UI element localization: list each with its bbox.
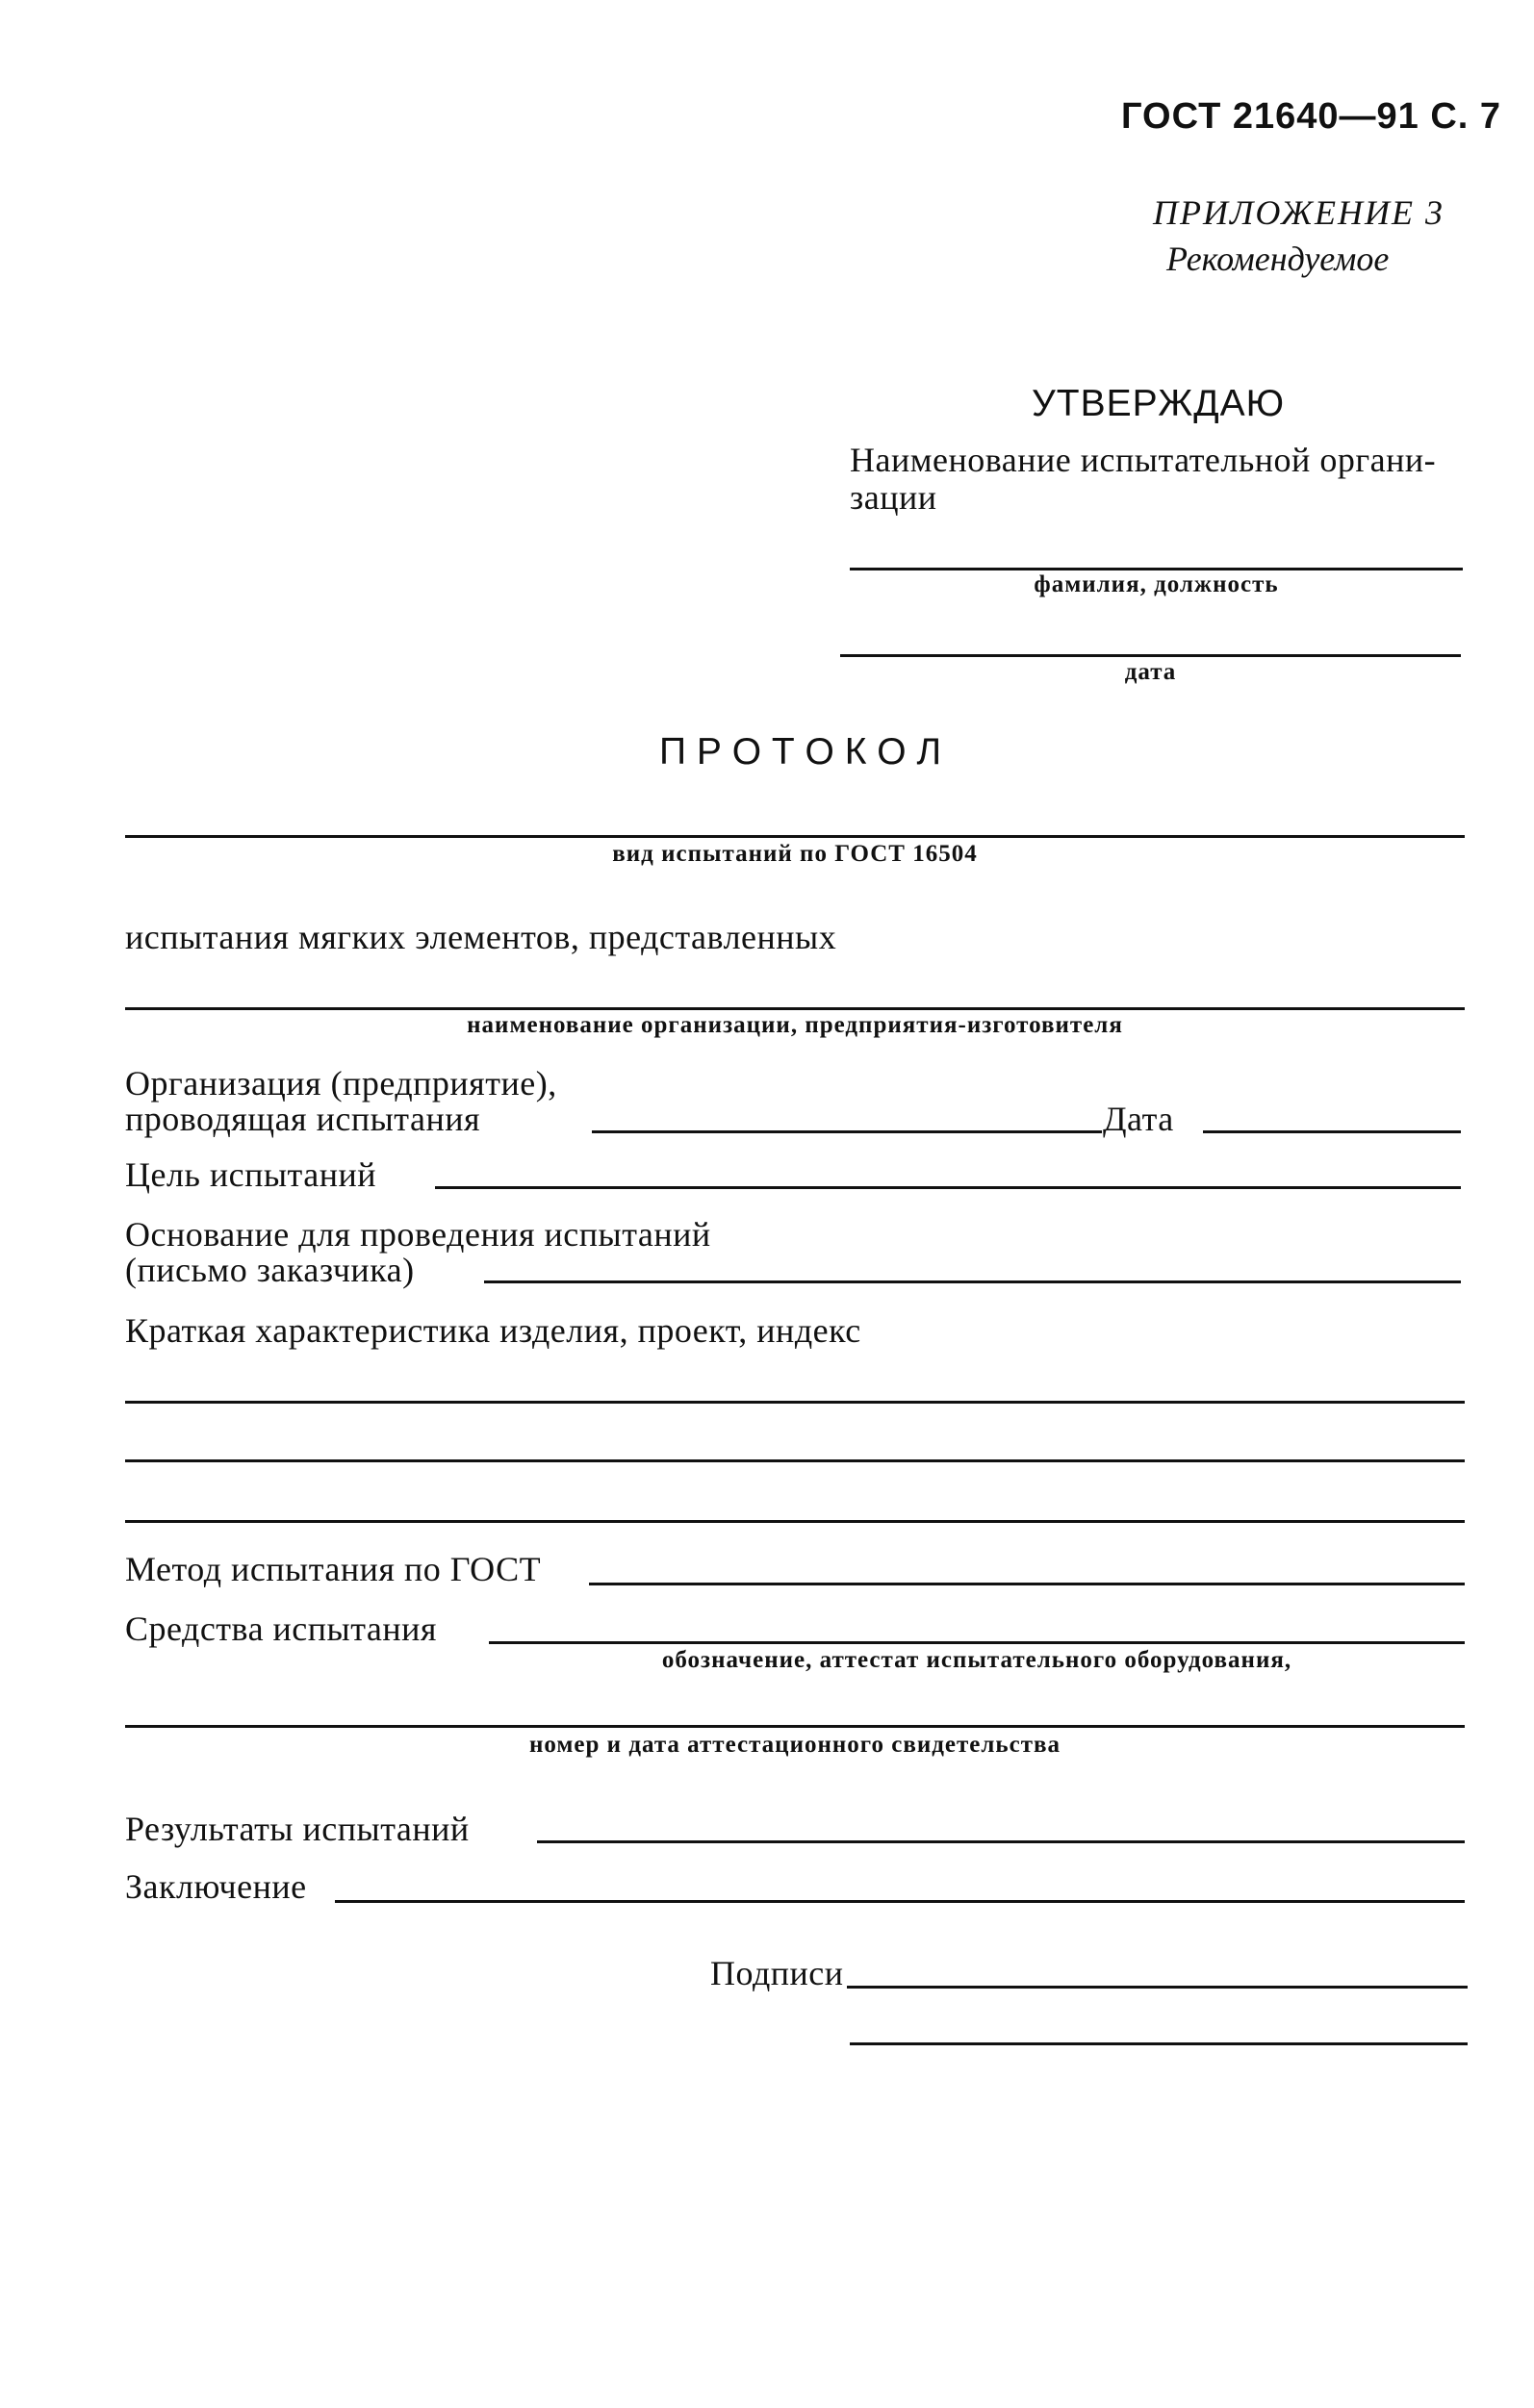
equipment-caption: обозначение, аттестат испытательного оборудования,: [661, 1647, 1292, 1673]
approval-title: УТВЕРЖДАЮ: [1032, 383, 1286, 424]
conclusion-label: Заключение: [125, 1867, 307, 1906]
signature-field-line-2[interactable]: [850, 2042, 1468, 2045]
protocol-title: П Р О Т О К О Л: [659, 731, 942, 773]
manufacturer-caption: наименование организации, предприятия-изготовителя: [467, 1012, 1123, 1038]
approval-name-line[interactable]: [850, 568, 1463, 570]
signatures-label: Подписи: [710, 1954, 844, 1992]
appendix-number: ПРИЛОЖЕНИЕ 3: [1153, 193, 1445, 232]
product-field-line-1[interactable]: [125, 1401, 1465, 1404]
means-field-line[interactable]: [489, 1641, 1465, 1644]
org-label-line2: проводящая испытания: [125, 1100, 481, 1138]
basis-label-line1: Основание для проведения испытаний: [125, 1215, 711, 1254]
manufacturer-line[interactable]: [125, 1007, 1465, 1010]
org-field-line[interactable]: [592, 1130, 1102, 1133]
approval-org-line1: Наименование испытательной органи-: [850, 441, 1437, 479]
org-label-line1: Организация (предприятие),: [125, 1064, 557, 1103]
results-field-line[interactable]: [537, 1840, 1465, 1843]
approval-date-caption: дата: [1124, 659, 1177, 685]
product-label: Краткая характеристика изделия, проект, индекс: [125, 1311, 861, 1350]
approval-date-line[interactable]: [840, 654, 1461, 657]
appendix-status: Рекомендуемое: [1166, 240, 1390, 278]
product-field-line-2[interactable]: [125, 1459, 1465, 1462]
product-field-line-3[interactable]: [125, 1520, 1465, 1523]
approval-org-line2: зации: [850, 478, 937, 517]
results-label: Результаты испытаний: [125, 1810, 470, 1848]
page-reference: ГОСТ 21640—91 С. 7: [1121, 96, 1502, 137]
test-type-caption: вид испытаний по ГОСТ 16504: [612, 841, 978, 867]
goal-label: Цель испытаний: [125, 1155, 377, 1194]
method-label: Метод испытания по ГОСТ: [125, 1550, 542, 1588]
goal-field-line[interactable]: [435, 1186, 1461, 1189]
test-type-line[interactable]: [125, 835, 1465, 838]
approval-name-caption: фамилия, должность: [1034, 571, 1279, 597]
certificate-caption: номер и дата аттестационного свидетельства: [528, 1732, 1061, 1758]
method-field-line[interactable]: [589, 1583, 1465, 1585]
date-label: Дата: [1103, 1100, 1174, 1138]
conclusion-field-line[interactable]: [335, 1900, 1465, 1903]
certificate-field-line[interactable]: [125, 1725, 1465, 1728]
signature-field-line-1[interactable]: [847, 1986, 1468, 1989]
date-field-line[interactable]: [1203, 1130, 1461, 1133]
tests-of-text: испытания мягких элементов, представленных: [125, 918, 837, 956]
means-label: Средства испытания: [125, 1610, 437, 1648]
basis-field-line[interactable]: [484, 1280, 1461, 1283]
basis-label-line2: (письмо заказчика): [125, 1251, 415, 1289]
